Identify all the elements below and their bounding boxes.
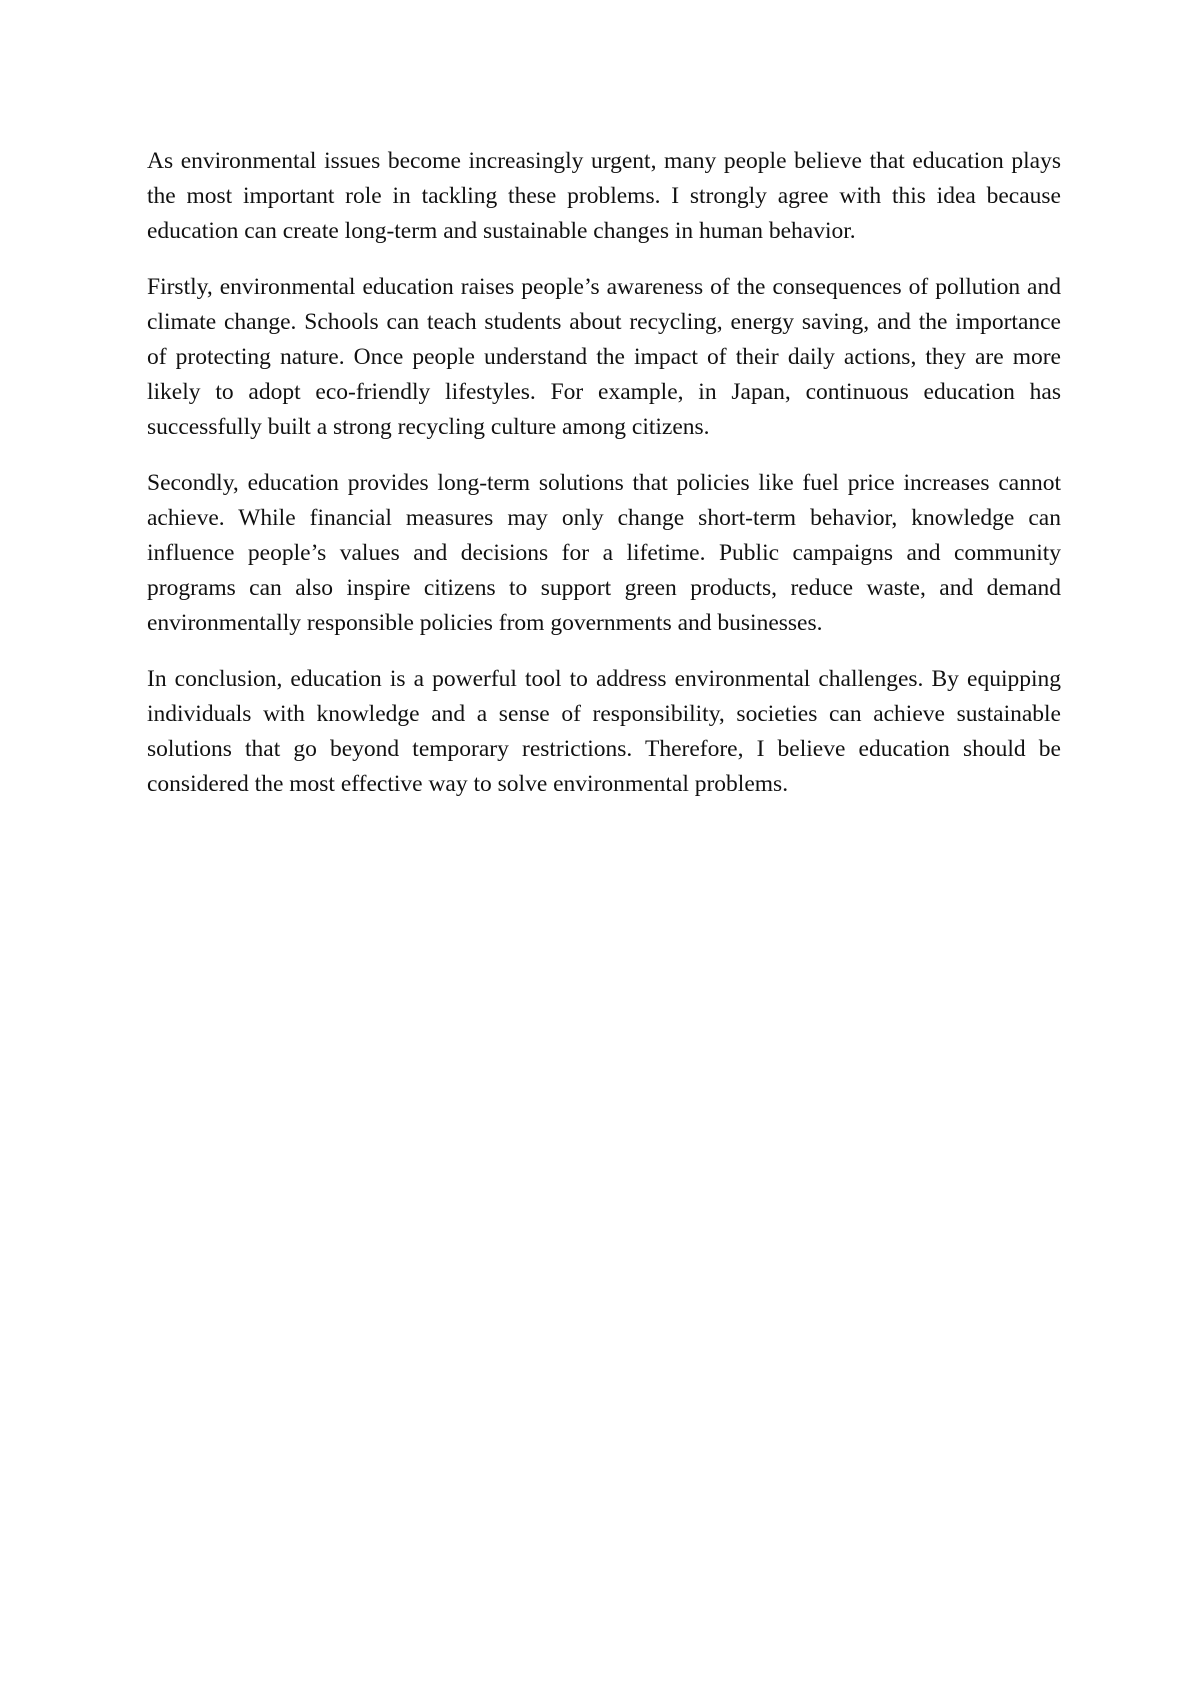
essay-body xyxy=(147,144,1061,823)
paragraph-second-argument: Secondly, education provides long-term solutions that policies like fuel price increases cannot achieve. While financial measures may only change short-term behavior, knowledge can influence people’s values and decisions for a lifetime. Public campaigns and community programs can also inspire citizens to support green products, reduce waste, and demand environmentally responsible policies from governments and businesses. xyxy=(147,470,1061,636)
paragraph-first-argument: Firstly, environmental education raises people’s awareness of the consequences of pollution and climate change. Schools can teach students about recycling, energy saving, and the importance of protecting nature. Once people understand the impact of their daily actions, they are more likely to adopt eco-friendly lifestyles. For example, in Japan, continuous education has successfully built a strong recycling culture among citizens. xyxy=(147,274,1061,440)
paragraph-introduction: As environmental issues become increasingly urgent, many people believe that education plays the most important role in tackling these problems. I strongly agree with this idea because education can create long-term and sustainable changes in human behavior. xyxy=(147,148,1061,244)
paragraph-conclusion: In conclusion, education is a powerful tool to address environmental challenges. By equipping individuals with knowledge and a sense of responsibility, societies can achieve sustainable solutions that go beyond temporary restrictions. Therefore, I believe education should be considered the most effective way to solve environmental problems. xyxy=(147,666,1061,797)
